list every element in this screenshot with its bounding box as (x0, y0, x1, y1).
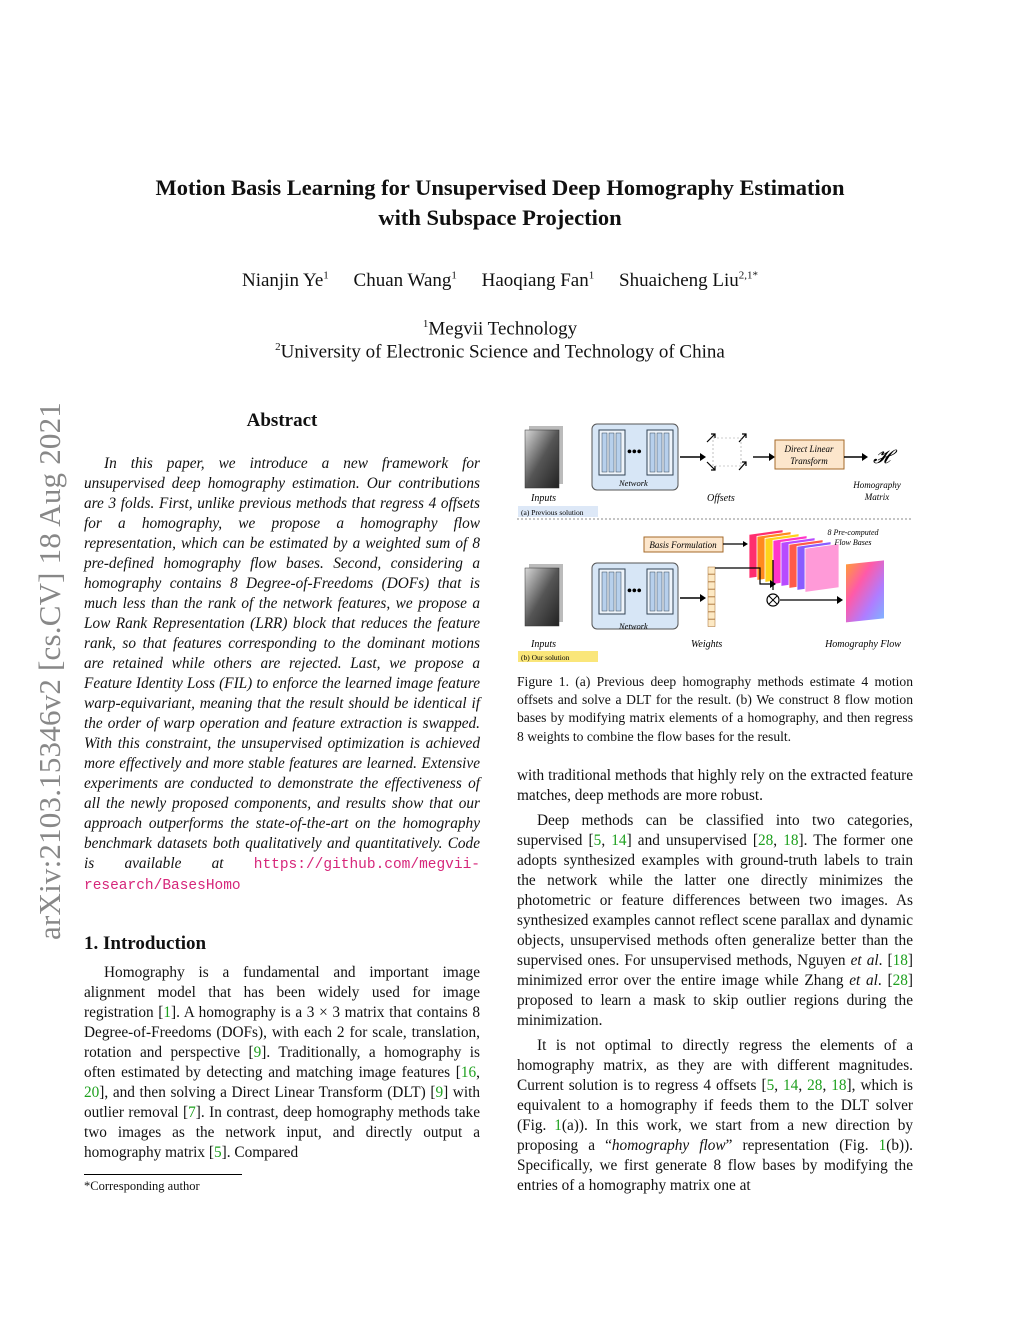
citation-link[interactable]: 1 (163, 1004, 172, 1021)
network-block-b (592, 563, 678, 629)
figure-caption: Figure 1. (a) Previous deep homography methods estimate 4 motion offsets and solve a DLT for the result. (b) We construct 8 flow motion bases by modifying matrix elements of a homography, and then regress 8 weights to combine the flow bases for the result. (517, 674, 913, 744)
weight-cell (708, 620, 715, 627)
weight-cell (708, 582, 715, 589)
affiliation: $^2$University of Electronic Science and Technology of China (275, 341, 725, 363)
bases-label-1: 8 Pre-computed (827, 528, 879, 537)
flow-basis-card (805, 544, 839, 593)
citation-link[interactable]: 20 (84, 1084, 100, 1101)
citation-link[interactable]: 18 (783, 832, 799, 849)
section-heading-introduction: 1. Introduction (84, 933, 207, 954)
weight-cell (708, 590, 715, 597)
homography-flow-image (846, 560, 884, 622)
citation-link[interactable]: 1 (878, 1137, 887, 1154)
input-images-a (525, 426, 563, 488)
citation-link[interactable]: 5 (214, 1144, 222, 1161)
arxiv-identifier: arXiv:2103.15346v2 [cs.CV] 18 Aug 2021 (32, 401, 67, 940)
author: Haoqiang Fan$^1$ (481, 270, 595, 292)
homography-label-1: Homography (853, 480, 901, 490)
citation-link[interactable]: 5 (766, 1077, 775, 1094)
citation-link[interactable]: 16 (460, 1064, 477, 1081)
homography-label-2: Matrix (864, 492, 890, 502)
citation-link[interactable]: 28 (892, 972, 908, 989)
dlt-label-2: Transform (790, 456, 828, 466)
citation-link[interactable]: 14 (611, 832, 627, 849)
footnote-rule (84, 1174, 242, 1175)
prev-solution-tag: (a) Previous solution (521, 508, 584, 517)
intro-paragraph: Homography is a fundamental and important image alignment model that has been widely used for image registration [1]. A homography is a 3 × 3 matrix that contains 8 Degree-of-Freedoms (DOFs), with each 2 for scale, translation, rotation and perspective [9]. Traditionally, a homography is often estimated by detecting and matching image features [16, 20], and then solving a Direct Linear Transform (DLT) [9] with outlier removal [7]. In contrast, deep homography methods take two images as the network input, and directly output a homography matrix [5]. Compared (84, 964, 480, 1161)
weight-cell (708, 567, 715, 574)
affiliation: $^1$Megvii Technology (422, 318, 578, 340)
flow-label: Homography Flow (825, 639, 901, 650)
citation-link[interactable]: 1 (554, 1117, 562, 1134)
citation-link[interactable]: 28 (807, 1077, 823, 1094)
homography-symbol: 𝓗 (873, 447, 891, 468)
author: Shuaicheng Liu$^{2,1*}$ (619, 270, 759, 292)
author: Nianjin Ye$^1$ (241, 270, 329, 292)
weight-vector (708, 567, 715, 627)
citation-link[interactable]: 28 (757, 832, 774, 849)
right-paragraph-2: Deep methods can be classified into two categories, supervised [5, 14] and unsupervised [28, 18]. The former one adopts synthesized examples with ground-truth labels to train the network while the latter one directly minimizes the photometric or feature differences between two images. As synthesized examples cannot reflect scene parallax and dynamic objects, unsupervised methods often generalize better than the supervised ones. For unsupervised methods, Nguyen et al. [18] minimized error over the entire image while Zhang et al. [28] proposed to learn a mask to skip outlier regions during the minimization. (517, 812, 914, 1029)
ours-solution-tag: (b) Our solution (521, 653, 570, 662)
right-paragraph-1: with traditional methods that highly rely on the extracted feature matches, deep methods are more robust. (517, 767, 913, 804)
weight-cell (708, 597, 715, 604)
input-images-b (525, 564, 563, 626)
offset-arrows (707, 434, 746, 470)
paper-title-line1: Motion Basis Learning for Unsupervised Deep Homography Estimation (155, 175, 845, 200)
weight-cell (708, 575, 715, 582)
network-label-b: Network (619, 621, 648, 631)
citation-link[interactable]: 9 (435, 1084, 444, 1101)
svg-text:•••: ••• (627, 445, 642, 460)
bases-label-2: Flow Bases (834, 538, 872, 547)
weight-cell (708, 612, 715, 619)
citation-link[interactable]: 9 (253, 1044, 262, 1061)
citation-link[interactable]: 18 (831, 1077, 847, 1094)
offsets-label: Offsets (707, 493, 735, 504)
citation-link[interactable]: 18 (892, 952, 908, 969)
abstract-heading: Abstract (246, 410, 318, 431)
svg-text:•••: ••• (627, 584, 642, 599)
abstract-body: In this paper, we introduce a new framework for unsupervised deep homography estimation. Our contributions are 3 folds. First, unlike previous methods that regress 4 offsets for a homography, we propose a homography flow representation, which can be estimated by a weighted sum of 8 pre-defined homography flow bases. Second, considering a homography contains 8 Degree-of-Freedoms (DOFs) that is much less than the rank of the network features, we propose a Low Rank Representation (LRR) block that reduces the feature rank, so that features corresponding to the dominant motions are retained while others are rejected. Last, we propose a Feature Identity Loss (FIL) to enforce the learned image feature warp-equivariant, meaning that the result should be identical if the order of warp operation and feature extraction is swapped. With this constraint, the unsupervised optimization is achieved more effectively and more stable features are learned. Extensive experiments are conducted to demonstrate the effectiveness of all the newly proposed components, and results show that our approach outperforms the state-of-the-art on the homography benchmark datasets both qualitatively and quantitatively. Code is available at https://github.com/megvii-research/BasesHomo (84, 455, 480, 894)
weights-label: Weights (691, 639, 723, 650)
network-label-a: Network (619, 478, 648, 488)
citation-link[interactable]: 14 (783, 1077, 799, 1094)
citation-link[interactable]: 5 (593, 832, 602, 849)
figure-1 (517, 420, 913, 665)
code-link[interactable]: https://github.com/megvii-research/BasesHomo (84, 857, 480, 894)
flow-bases (749, 530, 839, 593)
author-list (0, 270, 1000, 292)
inputs-label-b: Inputs (531, 639, 556, 650)
inputs-label: Inputs (531, 493, 556, 504)
footnote: *Corresponding author (84, 1179, 200, 1193)
dlt-label-1: Direct Linear (784, 444, 834, 454)
paper-title-line2: with Subspace Projection (378, 205, 622, 230)
basis-label: Basis Formulation (649, 540, 717, 550)
right-paragraph-3: It is not optimal to directly regress the elements of a homography matrix, as they are with different magnitudes. Current solution is to regress 4 offsets [5, 14, 28, 18], which is equivalent to a homography if feeds them to the DLT solver (Fig. 1(a)). In this work, we start from a new direction by proposing a “homography flow” representation (Fig. 1(b)). Specifically, we first generate 8 flow bases by modifying the entries of a homography matrix one at (517, 1037, 914, 1194)
author: Chuan Wang$^1$ (353, 270, 457, 292)
weight-cell (708, 605, 715, 612)
citation-link[interactable]: 7 (188, 1104, 196, 1121)
